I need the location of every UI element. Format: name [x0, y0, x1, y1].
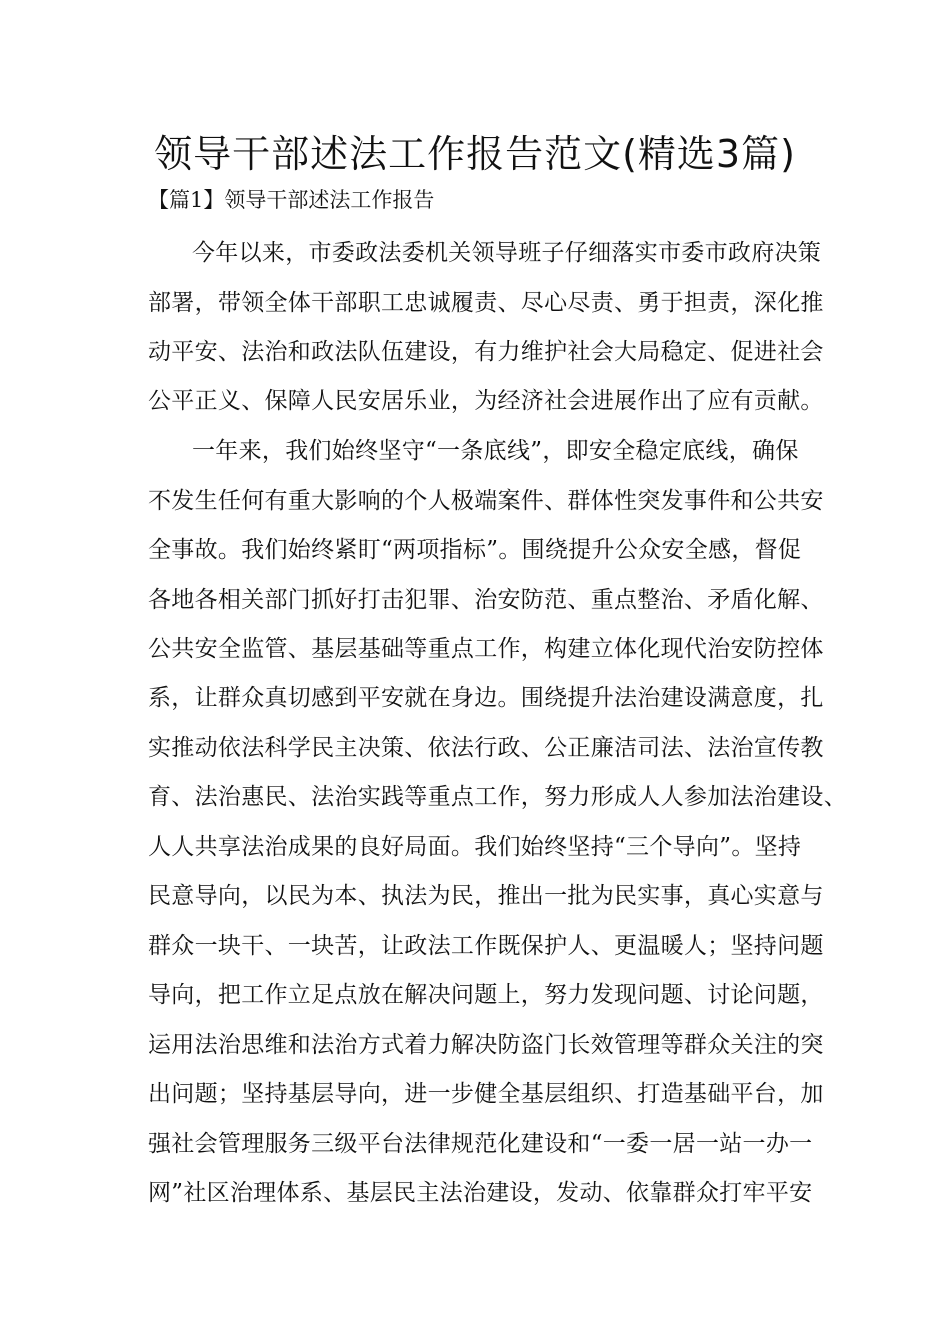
document-title: 领导干部述法工作报告范文(精选3篇): [154, 132, 796, 176]
paragraph-line: 公平正义、保障人民安居乐业，为经济社会进展作出了应有贡献。: [148, 388, 824, 414]
paragraph-line: 实推动依法科学民主决策、依法行政、公正廉洁司法、法治宣传教: [148, 735, 824, 761]
paragraph-line: 群众一块干、一块苦，让政法工作既保护人、更温暖人；坚持问题: [148, 933, 824, 959]
paragraph-line: 公共安全监管、基层基础等重点工作，构建立体化现代治安防控体: [148, 636, 824, 662]
paragraph-line: 一年来，我们始终坚守“一条底线”，即安全稳定底线，确保: [192, 438, 799, 464]
paragraph-line: 不发生任何有重大影响的个人极端案件、群体性突发事件和公共安: [148, 488, 824, 514]
paragraph-line: 动平安、法治和政法队伍建设，有力维护社会大局稳定、促进社会: [148, 339, 824, 365]
paragraph-line: 育、法治惠民、法治实践等重点工作，努力形成人人参加法治建设、: [148, 784, 847, 810]
paragraph-line: 出问题；坚持基层导向，进一步健全基层组织、打造基础平台，加: [148, 1081, 824, 1107]
paragraph-line: 强社会管理服务三级平台法律规范化建设和“一委一居一站一办一: [148, 1131, 813, 1157]
paragraph-line: 各地各相关部门抓好打击犯罪、治安防范、重点整治、矛盾化解、: [148, 587, 824, 613]
paragraph-line: 人人共享法治成果的良好局面。我们始终坚持“三个导向”。坚持: [148, 834, 802, 860]
paragraph-line: 部署，带领全体干部职工忠诚履责、尽心尽责、勇于担责，深化推: [148, 290, 824, 316]
paragraph-line: 运用法治思维和法治方式着力解决防盗门长效管理等群众关注的突: [148, 1032, 824, 1058]
paragraph-line: 全事故。我们始终紧盯“两项指标”。围绕提升公众安全感，督促: [148, 537, 802, 563]
section-heading: 【篇1】领导干部述法工作报告: [148, 188, 435, 212]
paragraph-line: 网”社区治理体系、基层民主法治建设，发动、依靠群众打牢平安: [148, 1180, 813, 1206]
paragraph-line: 系，让群众真切感到平安就在身边。围绕提升法治建设满意度，扎: [148, 685, 824, 711]
paragraph-line: 今年以来，市委政法委机关领导班子仔细落实市委市政府决策: [192, 240, 822, 266]
paragraph-line: 民意导向，以民为本、执法为民，推出一批为民实事，真心实意与: [148, 883, 824, 909]
paragraph-line: 导向，把工作立足点放在解决问题上，努力发现问题、讨论问题，: [148, 982, 824, 1008]
